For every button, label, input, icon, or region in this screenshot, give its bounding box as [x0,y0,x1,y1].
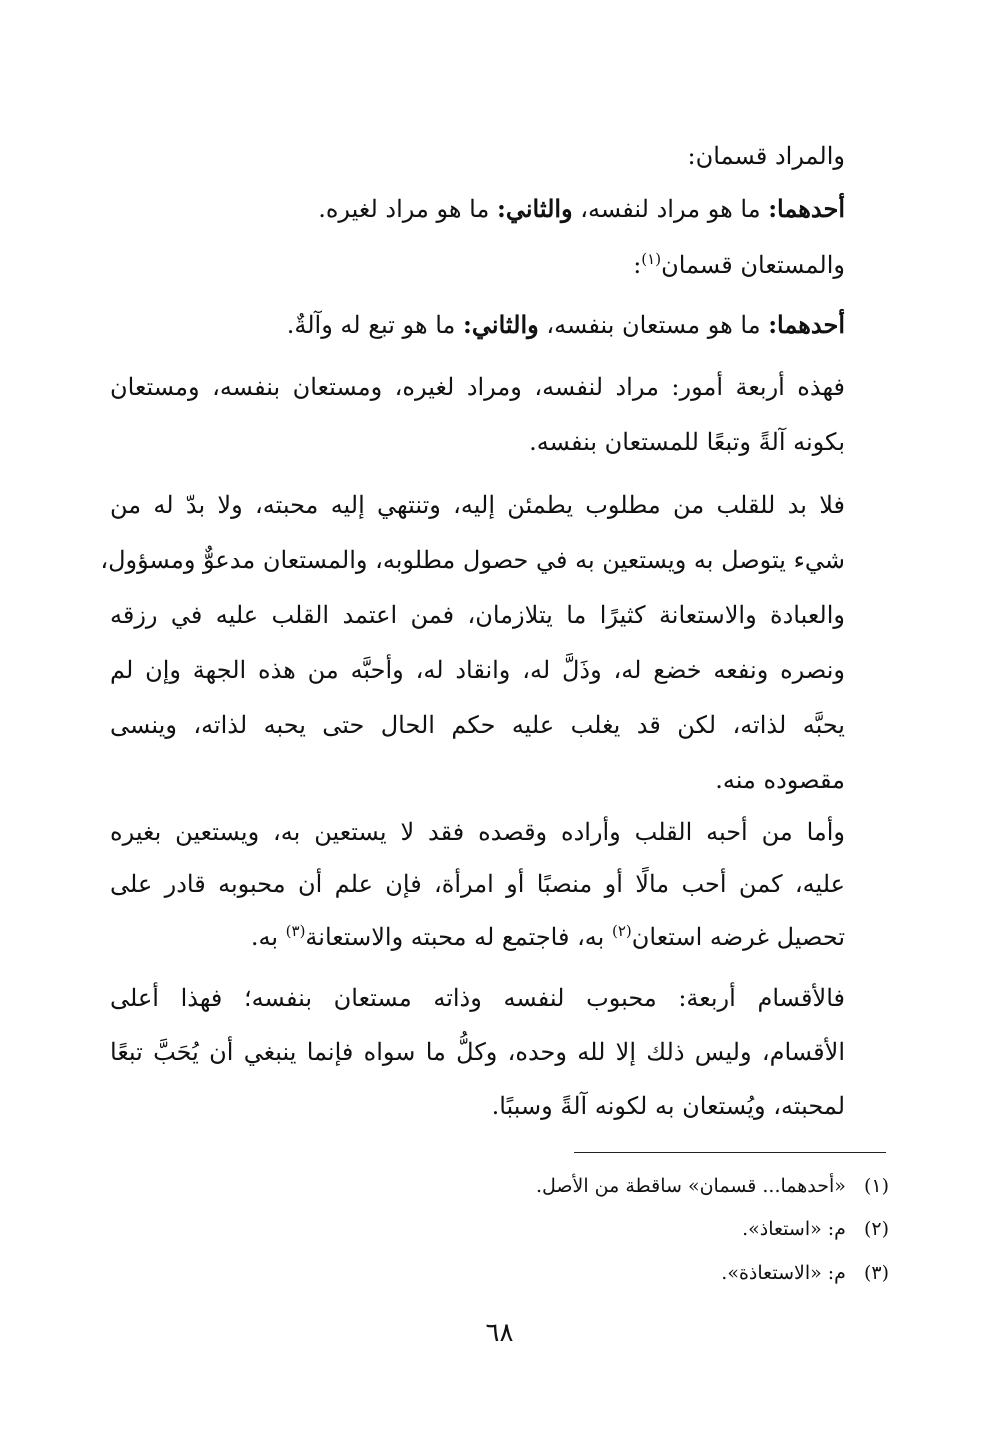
p7-line-2: عليه، كمن أحب مالًا أو منصبًا أو امرأة، فإن علم أن محبوبه قادر على [110,870,845,898]
p3-after: : [633,251,642,279]
p6-line-2: شيء يتوصل به ويستعين به في حصول مطلوبه، والمستعان مدعوٌّ ومسؤول، [100,546,845,574]
p3-text: والمستعان قسمان [661,251,845,279]
p6-line-3: والعبادة والاستعانة كثيرًا ما يتلازمان، فمن اعتمد القلب عليه في رزقه [110,601,845,629]
footnote-2-text: م: «استعاذ». [742,1218,846,1240]
main-text [100,0,845,1454]
p5-line-1: فهذه أربعة أمور: مراد لنفسه، ومراد لغيره، ومستعان بنفسه، ومستعان [110,373,845,401]
p4-lead: أحدهما: [768,310,845,339]
p6-line-4: ونصره ونفعه خضع له، وذَلَّ له، وانقاد له، وأحبَّه من هذه الجهة وإن لم [110,656,845,684]
footnote-1 [536,1172,889,1200]
p7-line-1: وأما من أحبه القلب وأراده وقصده فقد لا يستعين به، ويستعين بغيره [110,818,845,846]
footnote-3-number: (٣) [863,1262,889,1284]
footnote-ref-2[interactable]: (٢) [611,922,632,940]
p7-line-3 [251,920,845,954]
p8-line-1: فالأقسام أربعة: محبوب لنفسه وذاته مستعان بنفسه؛ فهذا أعلى [110,984,845,1012]
footnote-3-text: م: «الاستعاذة». [721,1262,846,1284]
p2-second: والثاني: [496,194,573,223]
p7-last-c: به. [250,923,286,951]
p1-text: والمراد قسمان: [687,142,845,170]
p4-mid: ما هو مستعان بنفسه، [538,311,769,339]
p2-lead: أحدهما: [768,194,845,223]
footnote-ref-1[interactable]: (١) [641,250,662,268]
p6-line-6: مقصوده منه. [715,766,845,794]
p5-line-2: بكونه آلةً وتبعًا للمستعان بنفسه. [529,428,845,456]
p8-line-3: لمحبته، ويُستعان به لكونه آلةً وسببًا. [491,1092,845,1120]
p4-second: والثاني: [463,310,539,339]
footnote-2 [742,1215,889,1243]
p2-line [318,192,845,226]
p7-last-a: تحصيل غرضه استعان [631,923,845,951]
p6-line-1: فلا بد للقلب من مطلوب يطمئن إليه، وتنتهي إليه محبته، ولا بدّ له من [110,491,845,519]
footnote-1-number: (١) [863,1175,889,1197]
p4-line [287,308,845,342]
page-number: ٦٨ [485,1318,514,1348]
footnote-divider [574,1152,886,1153]
p8-line-2: الأقسام، وليس ذلك إلا لله وحده، وكلُّ ما سواه فإنما ينبغي أن يُحَبَّ تبعًا [110,1038,845,1066]
footnote-3 [721,1259,889,1287]
p3-line [633,248,845,282]
p6-line-5: يحبَّه لذاته، لكن قد يغلب عليه حكم الحال حتى يحبه لذاته، وينسى [110,711,845,739]
footnote-1-text: «أحدهما... قسمان» ساقطة من الأصل. [535,1175,846,1197]
p7-last-b: به، فاجتمع له محبته والاستعانة [305,923,612,951]
p2-mid: ما هو مراد لنفسه، [572,195,769,223]
p1-line [688,139,845,173]
footnote-ref-3[interactable]: (٣) [285,922,306,940]
p2-tail: ما هو مراد لغيره. [318,195,497,223]
p4-tail: ما هو تبع له وآلةٌ. [286,311,464,339]
footnote-2-number: (٢) [863,1218,889,1240]
